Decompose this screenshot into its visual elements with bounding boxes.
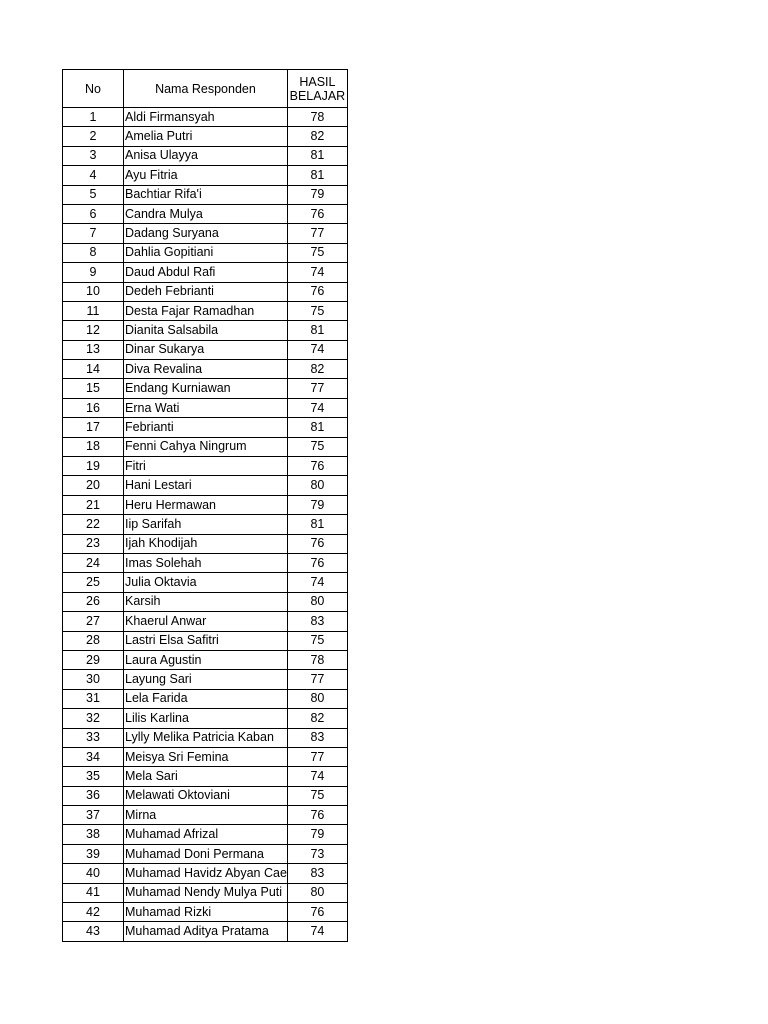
table-row xyxy=(63,204,348,223)
learning-score: 75 xyxy=(287,301,347,320)
respondent-name: Melawati Oktoviani xyxy=(124,786,288,805)
respondent-name: Hani Lestari xyxy=(124,476,288,495)
header-no: No xyxy=(63,70,124,108)
table-row xyxy=(63,689,348,708)
row-number: 33 xyxy=(63,728,124,747)
table-row xyxy=(63,360,348,379)
table-row xyxy=(63,185,348,204)
table-body xyxy=(63,108,348,942)
learning-score: 78 xyxy=(287,650,347,669)
row-number: 16 xyxy=(63,398,124,417)
learning-score: 77 xyxy=(287,379,347,398)
row-number: 21 xyxy=(63,495,124,514)
header-name: Nama Responden xyxy=(124,70,288,108)
learning-score: 75 xyxy=(287,786,347,805)
learning-score: 74 xyxy=(287,573,347,592)
row-number: 5 xyxy=(63,185,124,204)
respondent-name: Dadang Suryana xyxy=(124,224,288,243)
learning-score: 77 xyxy=(287,224,347,243)
header-score-line1: HASIL xyxy=(299,74,336,89)
row-number: 7 xyxy=(63,224,124,243)
row-number: 30 xyxy=(63,670,124,689)
table-row xyxy=(63,263,348,282)
respondent-name: Lela Farida xyxy=(124,689,288,708)
respondent-name: Muhamad Aditya Pratama xyxy=(124,922,288,941)
respondent-name: Mela Sari xyxy=(124,767,288,786)
row-number: 17 xyxy=(63,418,124,437)
respondent-name: Dianita Salsabila xyxy=(124,321,288,340)
respondent-name: Iip Sarifah xyxy=(124,515,288,534)
table-row xyxy=(63,457,348,476)
respondent-name: Lilis Karlina xyxy=(124,709,288,728)
learning-score: 83 xyxy=(287,864,347,883)
respondent-name: Muhamad Nendy Mulya Puti xyxy=(124,883,288,902)
table-row xyxy=(63,515,348,534)
respondent-name: Daud Abdul Rafi xyxy=(124,263,288,282)
row-number: 32 xyxy=(63,709,124,728)
table-row xyxy=(63,398,348,417)
row-number: 42 xyxy=(63,903,124,922)
row-number: 23 xyxy=(63,534,124,553)
header-row xyxy=(63,70,348,108)
learning-score: 79 xyxy=(287,825,347,844)
row-number: 6 xyxy=(63,204,124,223)
table-row xyxy=(63,243,348,262)
learning-score: 75 xyxy=(287,631,347,650)
row-number: 36 xyxy=(63,786,124,805)
table-row xyxy=(63,786,348,805)
respondent-name: Muhamad Rizki xyxy=(124,903,288,922)
row-number: 10 xyxy=(63,282,124,301)
table-row xyxy=(63,922,348,941)
table-row xyxy=(63,883,348,902)
table-row xyxy=(63,340,348,359)
row-number: 31 xyxy=(63,689,124,708)
respondent-name: Ijah Khodijah xyxy=(124,534,288,553)
row-number: 8 xyxy=(63,243,124,262)
respondent-name: Meisya Sri Femina xyxy=(124,747,288,766)
learning-score: 83 xyxy=(287,728,347,747)
learning-score: 76 xyxy=(287,806,347,825)
table-row xyxy=(63,767,348,786)
learning-score: 76 xyxy=(287,204,347,223)
table-row xyxy=(63,418,348,437)
respondent-name: Fenni Cahya Ningrum xyxy=(124,437,288,456)
learning-score: 74 xyxy=(287,767,347,786)
table-row xyxy=(63,534,348,553)
table-row xyxy=(63,476,348,495)
row-number: 39 xyxy=(63,844,124,863)
respondent-name: Lylly Melika Patricia Kaban xyxy=(124,728,288,747)
learning-score: 74 xyxy=(287,398,347,417)
table-row xyxy=(63,709,348,728)
learning-score: 81 xyxy=(287,146,347,165)
row-number: 28 xyxy=(63,631,124,650)
table-row xyxy=(63,670,348,689)
learning-score: 81 xyxy=(287,418,347,437)
respondent-name: Julia Oktavia xyxy=(124,573,288,592)
row-number: 29 xyxy=(63,650,124,669)
respondent-name: Fitri xyxy=(124,457,288,476)
learning-score: 82 xyxy=(287,127,347,146)
learning-score: 82 xyxy=(287,360,347,379)
respondent-name: Amelia Putri xyxy=(124,127,288,146)
learning-score: 81 xyxy=(287,166,347,185)
learning-score: 76 xyxy=(287,282,347,301)
row-number: 40 xyxy=(63,864,124,883)
table-row xyxy=(63,146,348,165)
respondent-name: Dahlia Gopitiani xyxy=(124,243,288,262)
table-row xyxy=(63,728,348,747)
respondent-name: Layung Sari xyxy=(124,670,288,689)
row-number: 41 xyxy=(63,883,124,902)
learning-score: 81 xyxy=(287,515,347,534)
row-number: 27 xyxy=(63,612,124,631)
data-sheet xyxy=(62,69,348,942)
respondent-name: Dedeh Febrianti xyxy=(124,282,288,301)
table-row xyxy=(63,573,348,592)
learning-score: 78 xyxy=(287,108,347,127)
row-number: 43 xyxy=(63,922,124,941)
learning-score: 77 xyxy=(287,670,347,689)
row-number: 24 xyxy=(63,553,124,572)
learning-score: 75 xyxy=(287,437,347,456)
table-row xyxy=(63,321,348,340)
respondent-name: Imas Solehah xyxy=(124,553,288,572)
learning-score: 80 xyxy=(287,689,347,708)
respondent-name: Ayu Fitria xyxy=(124,166,288,185)
table-row xyxy=(63,437,348,456)
row-number: 1 xyxy=(63,108,124,127)
header-score-line2: BELAJAR xyxy=(289,88,346,103)
table-row xyxy=(63,825,348,844)
row-number: 25 xyxy=(63,573,124,592)
header-score xyxy=(287,70,347,108)
learning-score: 79 xyxy=(287,185,347,204)
table-row xyxy=(63,127,348,146)
table-row xyxy=(63,612,348,631)
learning-score: 76 xyxy=(287,534,347,553)
respondent-name: Anisa Ulayya xyxy=(124,146,288,165)
learning-score: 73 xyxy=(287,844,347,863)
respondent-name: Lastri Elsa Safitri xyxy=(124,631,288,650)
respondent-name: Candra Mulya xyxy=(124,204,288,223)
row-number: 20 xyxy=(63,476,124,495)
respondent-name: Muhamad Doni Permana xyxy=(124,844,288,863)
row-number: 14 xyxy=(63,360,124,379)
learning-score: 81 xyxy=(287,321,347,340)
respondent-name: Erna Wati xyxy=(124,398,288,417)
learning-score: 76 xyxy=(287,457,347,476)
learning-score: 80 xyxy=(287,476,347,495)
row-number: 15 xyxy=(63,379,124,398)
table-row xyxy=(63,903,348,922)
respondent-name: Mirna xyxy=(124,806,288,825)
respondent-name: Khaerul Anwar xyxy=(124,612,288,631)
learning-score: 74 xyxy=(287,922,347,941)
table-row xyxy=(63,166,348,185)
respondent-name: Febrianti xyxy=(124,418,288,437)
learning-score: 74 xyxy=(287,263,347,282)
table-row xyxy=(63,495,348,514)
row-number: 11 xyxy=(63,301,124,320)
row-number: 3 xyxy=(63,146,124,165)
row-number: 37 xyxy=(63,806,124,825)
respondent-name: Heru Hermawan xyxy=(124,495,288,514)
learning-score: 80 xyxy=(287,883,347,902)
table-row xyxy=(63,806,348,825)
table-row xyxy=(63,282,348,301)
table-row xyxy=(63,553,348,572)
learning-score: 77 xyxy=(287,747,347,766)
learning-score: 75 xyxy=(287,243,347,262)
respondent-name: Muhamad Havidz Abyan Cae xyxy=(124,864,288,883)
table-row xyxy=(63,108,348,127)
respondent-name: Laura Agustin xyxy=(124,650,288,669)
respondent-name: Dinar Sukarya xyxy=(124,340,288,359)
table-row xyxy=(63,650,348,669)
table-row xyxy=(63,747,348,766)
learning-score: 76 xyxy=(287,553,347,572)
row-number: 38 xyxy=(63,825,124,844)
table-row xyxy=(63,592,348,611)
table-row xyxy=(63,224,348,243)
respondent-name: Desta Fajar Ramadhan xyxy=(124,301,288,320)
row-number: 34 xyxy=(63,747,124,766)
learning-score: 79 xyxy=(287,495,347,514)
row-number: 22 xyxy=(63,515,124,534)
row-number: 19 xyxy=(63,457,124,476)
learning-score: 76 xyxy=(287,903,347,922)
respondent-table xyxy=(62,69,348,942)
row-number: 35 xyxy=(63,767,124,786)
row-number: 2 xyxy=(63,127,124,146)
row-number: 4 xyxy=(63,166,124,185)
learning-score: 74 xyxy=(287,340,347,359)
row-number: 12 xyxy=(63,321,124,340)
row-number: 9 xyxy=(63,263,124,282)
table-row xyxy=(63,379,348,398)
respondent-name: Aldi Firmansyah xyxy=(124,108,288,127)
table-row xyxy=(63,844,348,863)
row-number: 18 xyxy=(63,437,124,456)
respondent-name: Karsih xyxy=(124,592,288,611)
respondent-name: Diva Revalina xyxy=(124,360,288,379)
table-row xyxy=(63,864,348,883)
learning-score: 82 xyxy=(287,709,347,728)
learning-score: 80 xyxy=(287,592,347,611)
table-row xyxy=(63,301,348,320)
row-number: 13 xyxy=(63,340,124,359)
learning-score: 83 xyxy=(287,612,347,631)
respondent-name: Bachtiar Rifa'i xyxy=(124,185,288,204)
respondent-name: Endang Kurniawan xyxy=(124,379,288,398)
row-number: 26 xyxy=(63,592,124,611)
table-row xyxy=(63,631,348,650)
respondent-name: Muhamad Afrizal xyxy=(124,825,288,844)
